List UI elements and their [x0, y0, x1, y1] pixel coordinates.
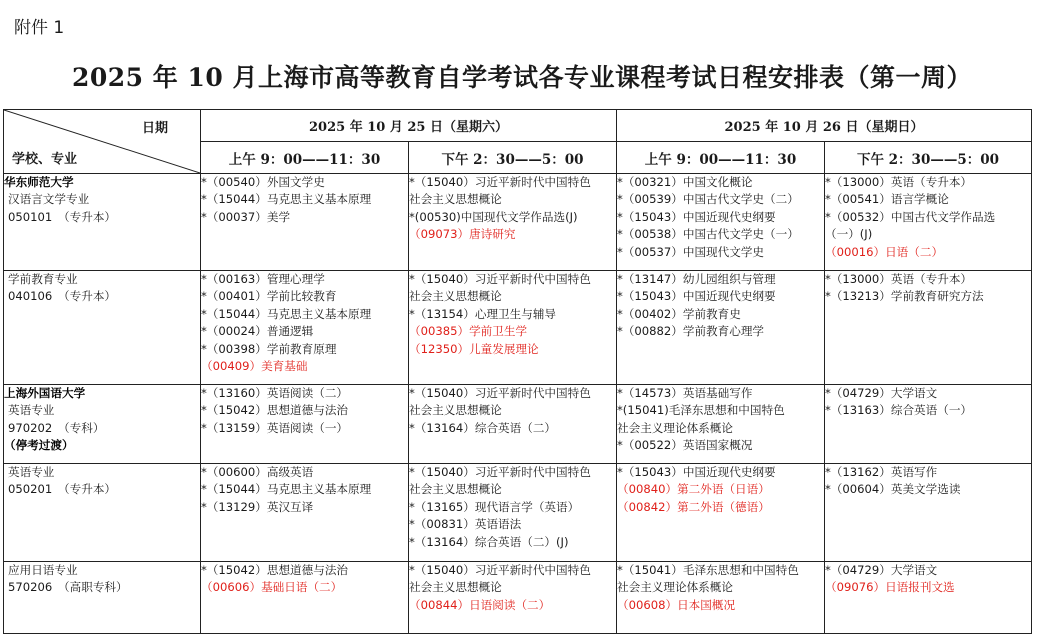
major-name: 汉语言文学专业 — [8, 192, 90, 207]
course-item: *（13164）综合英语（二） — [409, 420, 557, 435]
course-item: （00016）日语（二） — [825, 244, 944, 259]
course-item: *（13129）英汉互译 — [201, 499, 314, 514]
major-code: 570206 （高职专科） — [8, 580, 128, 595]
major-code: 050201 （专升本） — [8, 482, 117, 497]
course-item: （00409）美育基础 — [201, 359, 308, 374]
course-item: （00840）第二外语（日语） — [617, 482, 770, 497]
course-item: *（13165）现代语言学（英语） — [409, 499, 580, 514]
exam-slot-cell — [201, 271, 409, 385]
course-item: （一）(J) — [825, 227, 873, 242]
exam-slot-cell — [825, 174, 1032, 271]
course-item: *（00321）中国文化概论 — [617, 175, 753, 189]
course-item: *（00604）英美文学选读 — [825, 482, 961, 497]
table-row — [4, 271, 1032, 385]
exam-slot-cell — [201, 385, 409, 464]
school-major-cell — [4, 271, 201, 385]
course-item: *(00530)中国现代文学作品选(J) — [409, 209, 578, 224]
course-item: （12350）儿童发展理论 — [409, 341, 539, 356]
course-item: *（00024）普通逻辑 — [201, 324, 314, 339]
page-title: 2025 年 10 月上海市高等教育自学考试各专业课程考试日程安排表（第一周） — [72, 63, 972, 92]
course-item: *（04729）大学语文 — [825, 563, 938, 577]
course-item: 社会主义思想概论 — [409, 580, 502, 595]
course-item: *（00402）学前教育史 — [617, 306, 741, 321]
exam-slot-cell — [825, 562, 1032, 634]
school-name: 华东师范大学 — [4, 175, 74, 189]
day-header: 2025 年 10 月 25 日（星期六） — [201, 110, 617, 142]
attachment-label: 附件 1 — [14, 18, 65, 38]
day-header: 2025 年 10 月 26 日（星期日） — [617, 110, 1032, 142]
table-row — [4, 385, 1032, 464]
major-note: （停考过渡） — [4, 438, 74, 453]
course-item: *（00538）中国古代文学史（一） — [617, 227, 799, 242]
exam-slot-cell — [201, 464, 409, 562]
course-item: *（15044）马克思主义基本原理 — [201, 192, 372, 207]
course-item: *（13163）综合英语（一） — [825, 403, 973, 418]
course-item: *（00537）中国现代文学史 — [617, 244, 765, 259]
course-item: *（13154）心理卫生与辅导 — [409, 306, 557, 321]
course-item: （00606）基础日语（二） — [201, 580, 343, 595]
table-row — [4, 174, 1032, 271]
course-item: *（15044）马克思主义基本原理 — [201, 482, 372, 497]
major-code: 050101 （专升本） — [8, 209, 117, 224]
course-item: （00842）第二外语（德语） — [617, 499, 770, 514]
course-item: 社会主义思想概论 — [409, 482, 502, 497]
course-item: 社会主义思想概论 — [409, 403, 502, 418]
exam-slot-cell — [201, 562, 409, 634]
course-item: *（15044）马克思主义基本原理 — [201, 306, 372, 321]
exam-slot-cell — [825, 385, 1032, 464]
exam-slot-cell — [409, 174, 617, 271]
course-item: *（15042）思想道德与法治 — [201, 563, 349, 577]
course-item: *（00522）英语国家概况 — [617, 438, 753, 453]
exam-slot-cell — [617, 174, 825, 271]
course-item: *（14573）英语基础写作 — [617, 386, 753, 400]
session-header: 下午 2：30——5：00 — [825, 142, 1032, 174]
course-item: *（00882）学前教育心理学 — [617, 324, 765, 339]
exam-slot-cell — [409, 385, 617, 464]
course-item: *（15041）毛泽东思想和中国特色 — [617, 563, 799, 577]
date-header-label: 日期 — [141, 121, 168, 136]
exam-slot-cell — [409, 464, 617, 562]
major-code: 040106 （专升本） — [8, 289, 117, 304]
course-item: *（15043）中国近现代史纲要 — [617, 209, 776, 224]
major-name: 应用日语专业 — [8, 563, 78, 577]
course-item: *（00541）语言学概论 — [825, 192, 949, 207]
session-header: 下午 2：30——5：00 — [409, 142, 617, 174]
school-major-cell — [4, 385, 201, 464]
course-item: 社会主义理论体系概论 — [617, 580, 733, 595]
schedule-body — [4, 174, 1032, 634]
course-item: *（15040）习近平新时代中国特色 — [409, 563, 591, 577]
exam-slot-cell — [617, 464, 825, 562]
course-item: *（00831）英语语法 — [409, 517, 522, 532]
course-item: 社会主义理论体系概论 — [617, 420, 733, 435]
schedule-table — [3, 109, 1032, 634]
table-row — [4, 562, 1032, 634]
course-item: *（13160）英语阅读（二） — [201, 386, 349, 400]
course-item: *（00398）学前教育原理 — [201, 341, 337, 356]
course-item: *（15043）中国近现代史纲要 — [617, 289, 776, 304]
exam-slot-cell — [825, 271, 1032, 385]
course-item: *（15040）习近平新时代中国特色 — [409, 272, 591, 286]
course-item: 社会主义思想概论 — [409, 192, 502, 207]
course-item: *（15042）思想道德与法治 — [201, 403, 349, 418]
school-major-header-label: 学校、专业 — [12, 152, 78, 167]
course-item: *（15040）习近平新时代中国特色 — [409, 386, 591, 400]
course-item: 社会主义思想概论 — [409, 289, 502, 304]
school-major-cell — [4, 174, 201, 271]
course-item: *（00540）外国文学史 — [201, 175, 325, 189]
course-item: *（13213）学前教育研究方法 — [825, 289, 984, 304]
course-item: *（04729）大学语文 — [825, 386, 938, 400]
major-name: 英语专业 — [8, 465, 55, 479]
exam-slot-cell — [201, 174, 409, 271]
course-item: *（00539）中国古代文学史（二） — [617, 192, 799, 207]
course-item: （00608）日本国概况 — [617, 597, 736, 612]
course-item: *（13000）英语（专升本） — [825, 272, 973, 286]
exam-slot-cell — [617, 562, 825, 634]
school-major-cell — [4, 562, 201, 634]
major-name: 英语专业 — [8, 403, 55, 418]
header-corner-cell — [4, 110, 201, 174]
course-item: *（15040）习近平新时代中国特色 — [409, 465, 591, 479]
course-item: （00844）日语阅读（二） — [409, 597, 551, 612]
course-item: （00385）学前卫生学 — [409, 324, 528, 339]
school-major-cell — [4, 464, 201, 562]
major-code: 970202 （专科） — [8, 420, 105, 435]
course-item: *（13000）英语（专升本） — [825, 175, 973, 189]
course-item: *（00037）美学 — [201, 209, 291, 224]
course-item: *（13164）综合英语（二）(J) — [409, 534, 569, 549]
major-name: 学前教育专业 — [8, 272, 78, 286]
course-item: *(15041)毛泽东思想和中国特色 — [617, 403, 785, 418]
course-item: *（00163）管理心理学 — [201, 272, 325, 286]
course-item: *（13147）幼儿园组织与管理 — [617, 272, 776, 286]
session-header: 上午 9：00——11：30 — [617, 142, 825, 174]
course-item: *（00401）学前比较教育 — [201, 289, 337, 304]
course-item: *（00600）高级英语 — [201, 465, 314, 479]
exam-slot-cell — [617, 385, 825, 464]
exam-slot-cell — [409, 562, 617, 634]
course-item: （09073）唐诗研究 — [409, 227, 516, 242]
course-item: *（13162）英语写作 — [825, 465, 938, 479]
course-item: *（15040）习近平新时代中国特色 — [409, 175, 591, 189]
course-item: *（00532）中国古代文学作品选 — [825, 209, 996, 224]
course-item: *（15043）中国近现代史纲要 — [617, 465, 776, 479]
course-item: （09076）日语报刊文选 — [825, 580, 955, 595]
session-header: 上午 9：00——11：30 — [201, 142, 409, 174]
exam-slot-cell — [409, 271, 617, 385]
exam-slot-cell — [825, 464, 1032, 562]
school-name: 上海外国语大学 — [4, 386, 86, 400]
exam-slot-cell — [617, 271, 825, 385]
course-item: *（13159）英语阅读（一） — [201, 420, 349, 435]
table-row — [4, 464, 1032, 562]
